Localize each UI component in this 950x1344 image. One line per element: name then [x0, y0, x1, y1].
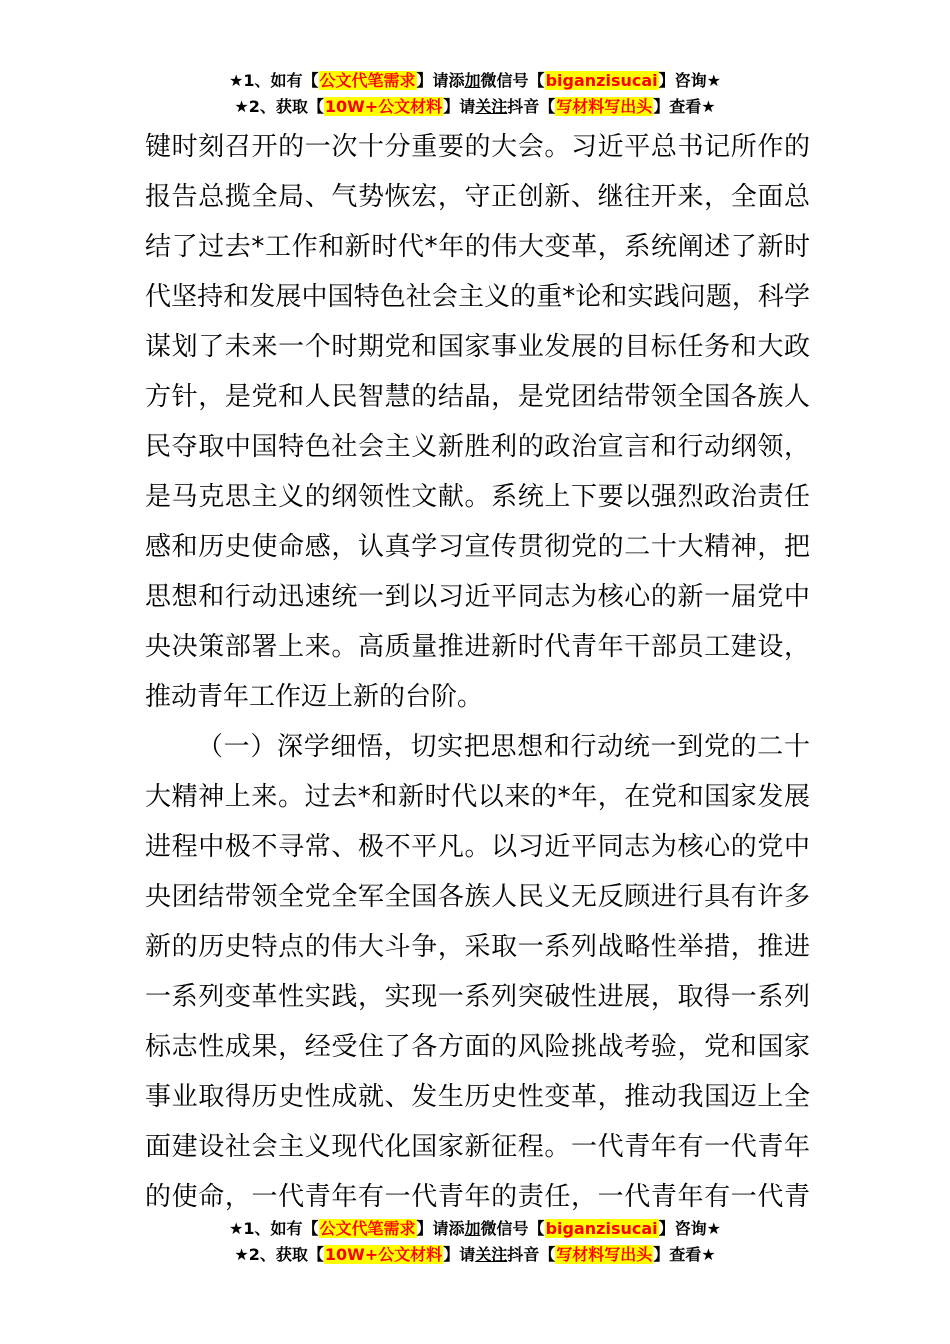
paragraph-2	[145, 722, 810, 1222]
banner-underlined: 加	[464, 1219, 481, 1238]
banner-text: 抖音【	[507, 97, 556, 116]
text-line: 面建设社会主义现代化国家新征程。一代青年有一代青年	[145, 1132, 810, 1162]
banner-line-2	[0, 94, 950, 120]
text-line: 键时刻召开的一次十分重要的大会。习近平总书记所作的	[145, 132, 810, 162]
banner-text: ★2、获取【	[234, 97, 324, 116]
banner-wechat-id: biganzisucai	[545, 1219, 658, 1238]
banner-douyin-name: 写材料写出头	[556, 1245, 653, 1264]
banner-text: 】请	[443, 1245, 476, 1264]
footer-banner	[0, 1216, 950, 1268]
text-line: 结了过去*工作和新时代*年的伟大变革，系统阐述了新时	[145, 232, 810, 262]
banner-text: ★1、如有【	[229, 1219, 319, 1238]
banner-text: 】请添	[416, 71, 465, 90]
banner-text: ★2、获取【	[234, 1245, 324, 1264]
banner-text: 】咨询★	[658, 1219, 721, 1238]
text-line: 思想和行动迅速统一到以习近平同志为核心的新一届党中	[145, 582, 810, 612]
banner-highlight: 10W+公文材料	[324, 97, 443, 116]
text-line: 大精神上来。过去*和新时代以来的*年，在党和国家发展	[145, 782, 810, 812]
text-line: 标志性成果，经受住了各方面的风险挑战考验，党和国家	[145, 1032, 810, 1062]
text-line: 感和历史使命感，认真学习宣传贯彻党的二十大精神，把	[145, 532, 810, 562]
text-line: （一）深学细悟，切实把思想和行动统一到党的二十	[197, 732, 810, 762]
banner-underlined: 关注	[475, 1245, 508, 1264]
banner-line-1	[0, 1216, 950, 1242]
banner-douyin-name: 写材料写出头	[556, 97, 653, 116]
banner-wechat-id: biganzisucai	[545, 71, 658, 90]
text-line: 代坚持和发展中国特色社会主义的重*论和实践问题，科学	[145, 282, 810, 312]
text-line: 央决策部署上来。高质量推进新时代青年干部员工建设，	[145, 632, 810, 662]
banner-underlined: 关注	[475, 97, 508, 116]
banner-text: 】请添	[416, 1219, 465, 1238]
text-line: 新的历史特点的伟大斗争，采取一系列战略性举措，推进	[145, 932, 810, 962]
paragraph-1	[145, 122, 810, 722]
text-line: 是马克思主义的纲领性文献。系统上下要以强烈政治责任	[145, 482, 810, 512]
banner-highlight: 公文代笔需求	[319, 1219, 416, 1238]
banner-text: ★1、如有【	[229, 71, 319, 90]
banner-text: 微信号【	[480, 71, 545, 90]
banner-text: 抖音【	[507, 1245, 556, 1264]
text-line: 央团结带领全党全军全国各族人民义无反顾进行具有许多	[145, 882, 810, 912]
text-line: 进程中极不寻常、极不平凡。以习近平同志为核心的党中	[145, 832, 810, 862]
banner-line-2	[0, 1242, 950, 1268]
text-line: 报告总揽全局、气势恢宏，守正创新、继往开来，全面总	[145, 182, 810, 212]
text-line: 方针，是党和人民智慧的结晶，是党团结带领全国各族人	[145, 382, 810, 412]
text-line: 推动青年工作迈上新的台阶。	[145, 682, 484, 712]
banner-underlined: 加	[464, 71, 481, 90]
banner-text: 】查看★	[653, 97, 716, 116]
text-line: 一系列变革性实践，实现一系列突破性进展，取得一系列	[145, 982, 810, 1012]
text-line: 民夺取中国特色社会主义新胜利的政治宣言和行动纲领，	[145, 432, 810, 462]
banner-highlight: 10W+公文材料	[324, 1245, 443, 1264]
banner-text: 】咨询★	[658, 71, 721, 90]
text-line: 谋划了未来一个时期党和国家事业发展的目标任务和大政	[145, 332, 810, 362]
banner-line-1	[0, 68, 950, 94]
banner-text: 】查看★	[653, 1245, 716, 1264]
banner-highlight: 公文代笔需求	[319, 71, 416, 90]
banner-text: 】请	[443, 97, 476, 116]
text-line: 事业取得历史性成就、发生历史性变革，推动我国迈上全	[145, 1082, 810, 1112]
text-line: 的使命，一代青年有一代青年的责任，一代青年有一代青	[145, 1182, 810, 1212]
header-banner	[0, 68, 950, 120]
banner-text: 微信号【	[480, 1219, 545, 1238]
document-body	[145, 122, 810, 1222]
